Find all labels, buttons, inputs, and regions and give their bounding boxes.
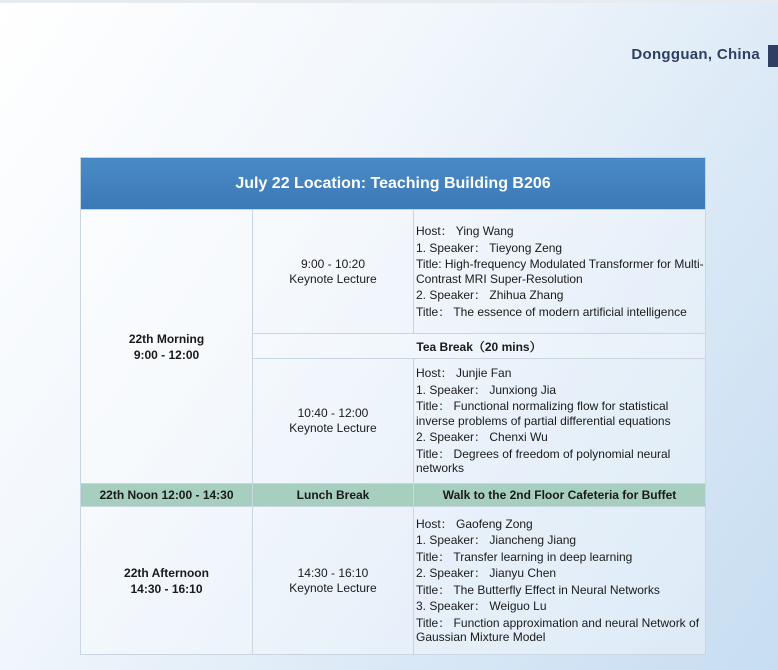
detail-line: Host： Ying Wang: [416, 224, 514, 238]
afternoon-slot-type: Keynote Lecture: [289, 580, 377, 595]
location-accent-bar: [768, 45, 778, 67]
detail-line: Title： Degrees of freedom of polynomial neural networks: [416, 446, 671, 476]
afternoon-slot-details: [414, 507, 706, 655]
detail-line: Title: High-frequency Modulated Transformer for Multi-Contrast MRI Super-Resolution: [416, 257, 704, 286]
morning-slot2-cell: [253, 359, 414, 484]
detail-line: 1. Speaker： Jiancheng Jiang: [416, 533, 577, 547]
morning-session-time: 9:00 - 12:00: [133, 347, 200, 362]
morning-slot2-type: Keynote Lecture: [289, 421, 377, 435]
detail-line: Title： Functional normalizing flow for statistical inverse problems of partial differential equations: [416, 399, 671, 428]
detail-line: 2. Speaker： Chenxi Wu: [416, 430, 548, 445]
morning-row-1: [81, 210, 706, 334]
table-header-row: [81, 158, 706, 210]
table-title: July 22 Location: Teaching Building B206: [81, 158, 706, 210]
afternoon-row: [81, 507, 706, 655]
afternoon-session-time: 14:30 - 16:10: [130, 581, 203, 596]
morning-slot2-details: [414, 359, 706, 484]
morning-slot1-type: Keynote Lecture: [289, 271, 377, 286]
detail-line: Title： Transfer learning in deep learning: [416, 549, 633, 564]
detail-line: 2. Speaker： Jianyu Chen: [416, 566, 557, 580]
detail-line: Title： Function approximation and neural Network of Gaussian Mixture Model: [416, 615, 700, 644]
morning-slot1-cell: [253, 210, 414, 334]
detail-line: Title： The Butterfly Effect in Neural Networks: [416, 582, 660, 597]
lunch-note-cell: Walk to the 2nd Floor Cafeteria for Buffet: [414, 484, 706, 507]
detail-line: Host： Gaofeng Zong: [416, 516, 533, 531]
lunch-break-cell: Lunch Break: [253, 484, 414, 507]
morning-slot1-time: 9:00 - 10:20: [300, 256, 366, 271]
tea-break-cell: Tea Break（20 mins）: [253, 334, 706, 359]
noon-session-cell: 22th Noon 12:00 - 14:30: [81, 484, 253, 507]
afternoon-session-name: 22th Afternoon: [124, 565, 209, 580]
morning-slot1-details: [414, 210, 706, 334]
lunch-row: [81, 484, 706, 507]
detail-line: 1. Speaker： Junxiong Jia: [416, 382, 557, 397]
detail-line: 2. Speaker： Zhihua Zhang: [416, 288, 564, 302]
morning-slot2-time: 10:40 - 12:00: [297, 406, 369, 420]
morning-session-name: 22th Morning: [128, 331, 205, 346]
detail-line: 1. Speaker： Tieyong Zeng: [416, 240, 563, 255]
afternoon-session-cell: [81, 507, 253, 655]
location-label: Dongguan, China: [631, 46, 760, 63]
detail-line: 3. Speaker： Weiguo Lu: [416, 599, 547, 613]
morning-session-cell: [81, 210, 253, 484]
schedule-table: [80, 157, 706, 655]
detail-line: Title： The essence of modern artificial intelligence: [416, 304, 687, 319]
afternoon-slot-cell: [253, 507, 414, 655]
detail-line: Host： Junjie Fan: [416, 366, 512, 381]
afternoon-slot-time: 14:30 - 16:10: [297, 565, 369, 580]
top-divider: [0, 0, 778, 3]
